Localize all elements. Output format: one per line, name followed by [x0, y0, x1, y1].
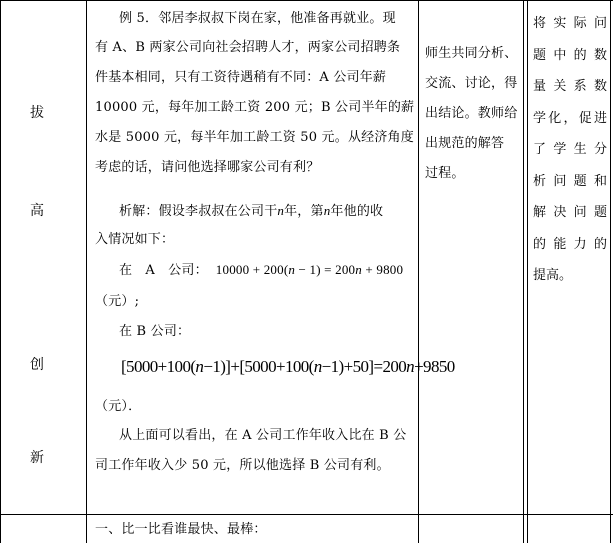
section-label-char-1: 拔 [30, 105, 44, 121]
section-label-char-3: 创 [30, 357, 44, 373]
table-top-border [0, 0, 613, 1]
design-intent-column [533, 8, 607, 292]
intent-line-3: 量关系数 [533, 79, 607, 94]
unit-yuan-2: （元）． [95, 399, 142, 414]
unit-yuan-1: （元）; [95, 294, 140, 309]
intent-line-9: 提高。 [533, 268, 573, 283]
variable-n: n [277, 203, 285, 218]
problem-line-3: 件基本相同，只有工资待遇稍有不同：A 公司年薪 [95, 70, 387, 85]
analysis-line-1 [119, 200, 383, 222]
intent-line-1: 将实际问 [533, 16, 607, 31]
analysis-text-a: 析解：假设李叔叔在公司干 [119, 204, 278, 219]
column-divider-1 [86, 0, 87, 543]
company-a-formula: 10000 + 200(n − 1) = 200n + 9800 [215, 262, 404, 277]
variable-n: n [323, 203, 331, 218]
section-label-char-4: 新 [30, 450, 44, 466]
problem-line-5: 水是 5000 元，每半年加工龄工资 50 元。从经济角度 [95, 130, 414, 145]
problem-line-6: 考虑的话，请问他选择哪家公司有利？ [95, 160, 320, 175]
activity-line-4: 出规范的解答 [425, 136, 505, 151]
company-b-label: 在 B 公司： [119, 324, 191, 339]
intent-line-2: 题中的数 [533, 47, 607, 63]
analysis-text-c: 年他的收 [330, 204, 384, 219]
activity-line-5: 过程。 [425, 166, 465, 181]
table-left-border [0, 0, 1, 543]
intent-line-5: 了学生分 [533, 142, 607, 157]
table-right-border [610, 0, 611, 543]
intent-line-6: 析问题和 [533, 173, 607, 189]
problem-line-1: 例 5．邻居李叔叔下岗在家，他准备再就业。现 [119, 11, 396, 26]
intent-line-4: 学化，促进 [533, 110, 607, 126]
conclusion-line-2: 司工作年收入少 50 元，所以他选择 B 公司有利。 [95, 458, 390, 473]
activity-line-1: 师生共同分析、 [425, 46, 518, 61]
table-row-divider [0, 514, 613, 515]
conclusion-line-1: 从上面可以看出，在 A 公司工作年收入比在 B 公 [119, 428, 407, 443]
column-divider-4 [527, 0, 528, 543]
analysis-text-b: 年，第 [284, 204, 324, 219]
intent-line-8: 的能力的 [533, 236, 607, 252]
activity-line-3: 出结论。教师给 [425, 106, 518, 121]
company-a-formula-line [119, 259, 403, 281]
intent-line-7: 解决问题 [533, 205, 607, 220]
company-b-formula: [5000+100(n−1)]+[5000+100(n−1)+50]=200n+9850 [121, 357, 455, 376]
problem-line-4: 10000 元，每年加工龄工资 200 元；B 公司半年的薪 [95, 100, 415, 115]
problem-line-2: 有 A、B 两家公司向社会招聘人才，两家公司招聘条 [95, 40, 401, 55]
activity-line-2: 交流、讨论，得 [425, 76, 518, 91]
column-divider-2 [418, 0, 419, 543]
company-a-label: 在 A 公司： [119, 263, 208, 278]
column-divider-3 [523, 0, 524, 543]
next-section-heading: 一、比一比看谁最快、最棒： [95, 522, 267, 537]
section-label-char-2: 高 [30, 203, 44, 219]
analysis-line-2: 入情况如下： [95, 232, 175, 247]
